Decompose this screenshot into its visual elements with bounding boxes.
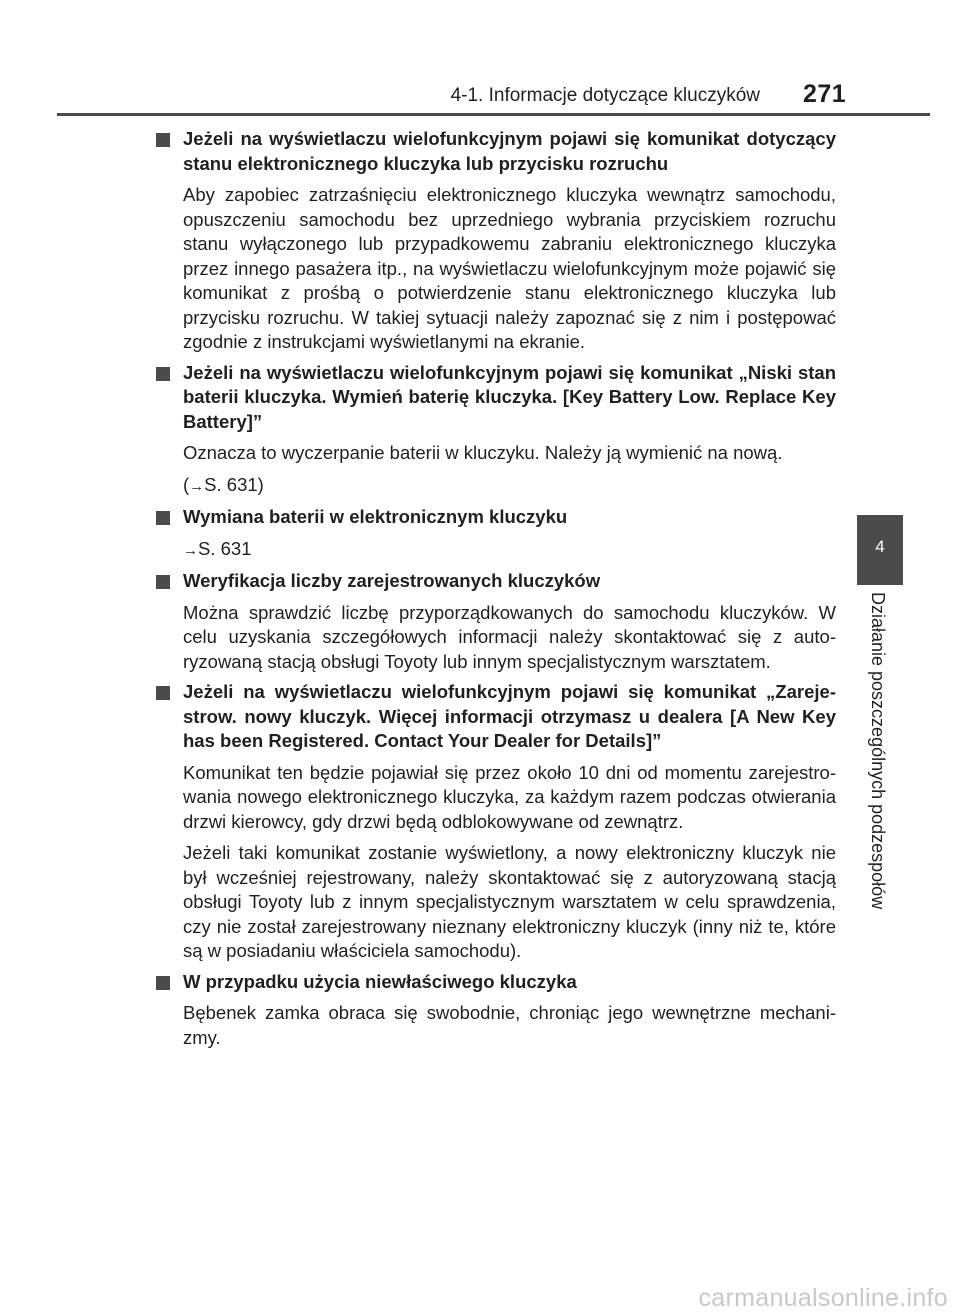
- arrow-right-icon: →: [189, 477, 205, 495]
- section-paragraph: Można sprawdzić liczbę przyporządkowanych do samochodu kluczyków. W celu uzyskania szczegółowych informacji należy skontaktować się z autoryzowaną stacją obsługi Toyoty lub innym specjalistycznym warsztatem.: [183, 601, 836, 672]
- square-bullet-icon: [156, 367, 170, 381]
- section-heading: Jeżeli na wyświetlaczu wielofunkcyjnym pojawi się komunikat dotyczący stanu elektronicznego kluczyka lub przycisku rozruchu: [183, 128, 836, 174]
- chapter-number: 4: [875, 537, 885, 556]
- section: [156, 569, 836, 674]
- section: [156, 505, 836, 563]
- reference-prefix: (: [183, 473, 190, 495]
- arrow-right-icon: →: [183, 541, 198, 559]
- section: [156, 970, 836, 1051]
- section-paragraph: Oznacza to wyczerpanie baterii w kluczyku. Należy ją wymienić na nową.: [183, 442, 783, 463]
- section-heading: Jeżeli na wyświetlaczu wielofunkcyjnym pojawi się komunikat „Zarejestrow. nowy kluczyk. Więcej informacji otrzymasz u dealera [A New Key has been Registered. Contact Your Dealer for Details]”: [183, 681, 836, 751]
- section-paragraph: Jeżeli taki komunikat zostanie wyświetlony, a nowy elektroniczny kluczyk nie był wcześniej rejestrowany, należy skontaktować się z autoryzowaną stacją obsługi Toyoty lub z innym specjalistycznym warsztatem w celu sprawdzenia, czy nie został zarejestrowany nieznany elektroniczny kluczyk (inny niż te, które są w posiadaniu właściciela samochodu).: [183, 842, 836, 961]
- chapter-tab: [857, 515, 903, 585]
- section: [156, 361, 836, 500]
- section-paragraph: Bębenek zamka obraca się swobodnie, chroniąc jego wewnętrzne mechanizmy.: [183, 1002, 836, 1048]
- watermark-text: carmanualsonline.info: [698, 1284, 948, 1312]
- section: [156, 127, 836, 355]
- square-bullet-icon: [156, 976, 170, 990]
- square-bullet-icon: [156, 575, 170, 589]
- page-reference: [183, 473, 836, 500]
- page-reference: [183, 537, 836, 564]
- square-bullet-icon: [156, 511, 170, 525]
- section: [156, 680, 836, 964]
- section-heading: Wymiana baterii w elektronicznym kluczyku: [183, 506, 568, 527]
- square-bullet-icon: [156, 133, 170, 147]
- header-divider: [57, 113, 930, 116]
- section-heading: Weryfikacja liczby zarejestrowanych kluczyków: [183, 570, 601, 591]
- chapter-title: Działanie poszczególnych podzespołów: [868, 592, 888, 910]
- section-title: 4-1. Informacje dotyczące kluczyków: [450, 85, 760, 106]
- section-heading: Jeżeli na wyświetlaczu wielofunkcyjnym pojawi się komunikat „Niski stan baterii kluczyka. Wymień baterię kluczyka. [Key Battery Low. Replace Key Battery]”: [183, 361, 836, 432]
- reference-text: S. 631: [198, 537, 252, 559]
- reference-text: S. 631): [204, 473, 264, 495]
- section-paragraph: Aby zapobiec zatrzaśnięciu elektronicznego kluczyka wewnątrz samochodu, opuszczeniu samochodu bez uprzedniego wybrania przyciskiem rozruchu stanu wyłączonego lub przypadkowemu zabraniu elektronicznego kluczyka przez innego pasażera itp., na wyświetlaczu wielofunkcyjnym może pojawić się komunikat z prośbą o potwierdzenie stanu elektronicznego kluczyka lub przycisku rozruchu. W takiej sytuacji należy zapoznać się z nim i postępować zgodnie z instrukcjami wyświetlanymi na ekranie.: [183, 184, 836, 352]
- watermark: [0, 1282, 960, 1313]
- page-number: 271: [803, 80, 847, 108]
- page-header: [0, 0, 960, 115]
- section-paragraph: Komunikat ten będzie pojawiał się przez około 10 dni od momentu zarejestrowania nowego elektronicznego kluczyka, za każdym razem podczas otwierania drzwi kierowcy, gdy drzwi będą odblokowywane od zewnątrz.: [183, 761, 836, 832]
- chapter-label: [864, 592, 894, 932]
- square-bullet-icon: [156, 686, 170, 700]
- main-content: [156, 127, 836, 1056]
- section-heading: W przypadku użycia niewłaściwego kluczyka: [183, 970, 577, 992]
